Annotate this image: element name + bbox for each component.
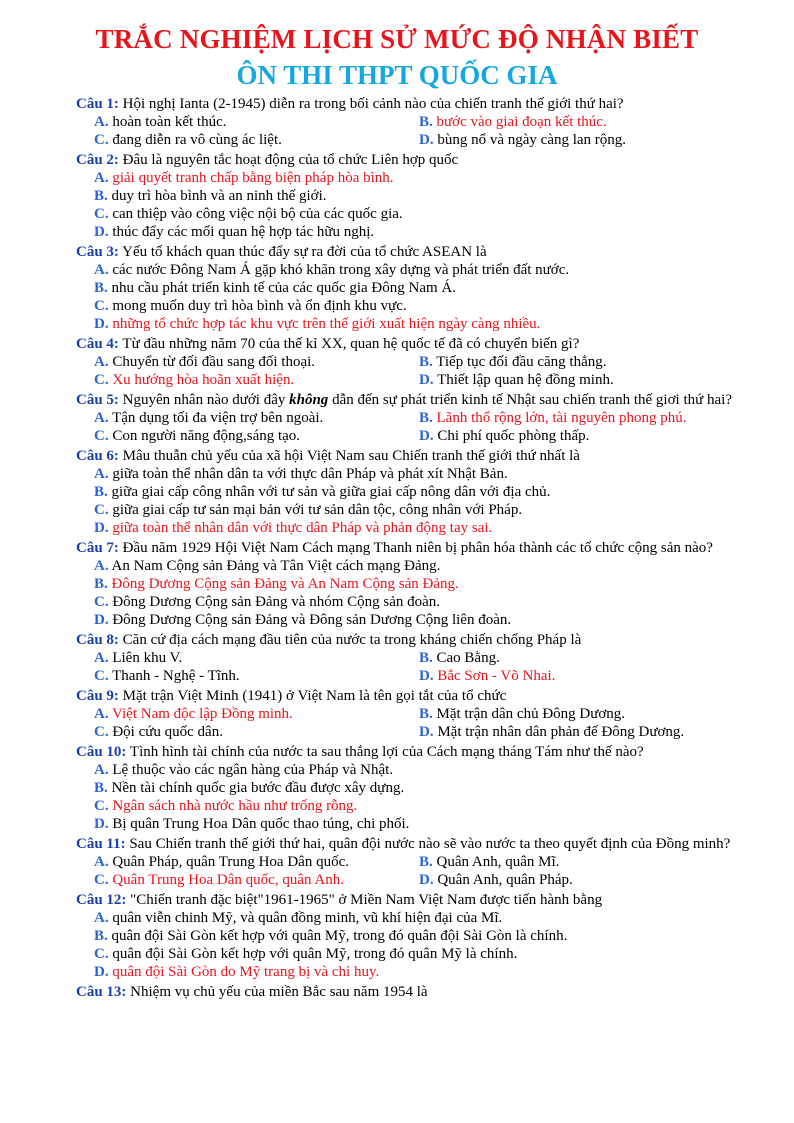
answer-option [94,909,756,927]
option-text: Việt Nam độc lập Đồng minh. [108,706,293,722]
option-letter: A. [94,854,109,870]
option-text: Thiết lập quan hệ đồng minh. [433,372,614,388]
question-text: Yếu tố khách quan thúc đẩy sự ra đời của tổ chức ASEAN là [118,244,487,260]
answer-option [419,723,756,741]
question-text: dẫn đến sự phát triển kinh tế Nhật sau chiến tranh thế giơi thứ hai? [328,392,732,408]
option-text: Nền tài chính quốc gia bước đầu được xây dựng. [107,780,405,796]
question-block [76,335,756,389]
option-text: Lệ thuộc vào các ngân hàng của Pháp và Nhật. [108,762,394,778]
option-text: thúc đẩy các mối quan hệ hợp tác hữu nghị. [108,224,375,240]
option-text: Mặt trận nhân dân phản đế Đông Dương. [433,724,685,740]
option-list [76,761,756,833]
option-list [76,261,756,333]
question-block [76,151,756,241]
option-row [94,667,756,685]
option-text: Đông Dương Cộng sản Đảng và An Nam Cộng sản Đảng. [107,576,459,592]
answer-option-correct [94,871,419,889]
question-text: Đâu là nguyên tắc hoạt động của tổ chức Liên hợp quốc [118,152,459,168]
option-text: quân đội Sài Gòn kết hợp với quân Mỹ, trong đó quân Mỹ là chính. [108,946,518,962]
option-letter: B. [94,576,108,592]
option-text: Tận dụng tối đa viện trợ bên ngoài. [108,410,324,426]
question-stem [76,151,756,169]
option-letter: A. [94,354,109,370]
option-letter: D. [419,668,434,684]
option-list [76,649,756,685]
answer-option [94,501,756,519]
option-text: Ngân sách nhà nước hầu như trống rỗng. [108,798,358,814]
option-text: Đội cứu quốc dân. [108,724,223,740]
option-letter: D. [419,872,434,888]
option-letter: A. [94,706,109,722]
option-row [94,113,756,131]
answer-option-correct [94,963,756,981]
option-letter: C. [94,872,109,888]
answer-option-correct [94,371,419,389]
option-letter: D. [94,612,109,628]
option-list [76,409,756,445]
answer-option [94,261,756,279]
option-letter: C. [94,798,109,814]
question-block [76,631,756,685]
question-stem [76,243,756,261]
option-text: Thanh - Nghệ - Tĩnh. [108,668,240,684]
question-text: "Chiến tranh đặc biệt"1961-1965" ở Miền Nam Việt Nam được tiến hành bằng [126,892,603,908]
question-text: Tình hình tài chính của nước ta sau thắng lợi của Cách mạng tháng Tám như thế nào? [126,744,644,760]
question-number: Câu 7: [76,540,119,556]
question-text: Căn cứ địa cách mạng đầu tiên của nước ta trong kháng chiến chống Pháp là [118,632,582,648]
option-text: giải quyết tranh chấp bằng biện pháp hòa bình. [108,170,394,186]
answer-option [94,611,756,629]
option-text: giữa toàn thể nhân dân ta với thực dân Pháp và phát xít Nhật Bản. [108,466,508,482]
option-letter: B. [419,354,433,370]
option-text: Quân Anh, quân Pháp. [433,872,573,888]
answer-option [94,465,756,483]
option-text: duy trì hòa bình và an ninh thế giới. [107,188,327,204]
question-number: Câu 4: [76,336,119,352]
option-row [94,131,756,149]
question-stem [76,983,756,1001]
option-letter: A. [94,262,109,278]
option-text: bùng nổ và ngày càng lan rộng. [433,132,627,148]
question-block [76,835,756,889]
answer-option [94,779,756,797]
answer-option [94,483,756,501]
option-text: những tổ chức hợp tác khu vực trên thế giới xuất hiện ngày càng nhiều. [108,316,541,332]
option-text: đang diễn ra vô cùng ác liệt. [108,132,282,148]
option-letter: A. [94,410,109,426]
option-row [94,353,756,371]
answer-option [94,557,756,575]
question-stem [76,891,756,909]
answer-option [94,761,756,779]
option-letter: B. [94,780,108,796]
question-number: Câu 5: [76,392,119,408]
answer-option [94,927,756,945]
option-letter: C. [94,724,109,740]
question-text: Mâu thuẫn chủ yếu của xã hội Việt Nam sau Chiến tranh thế giới thứ nhất là [118,448,580,464]
answer-option [419,427,756,445]
question-text: Mặt trận Việt Minh (1941) ở Việt Nam là tên gọi tắt của tổ chức [118,688,507,704]
option-text: nhu cầu phát triển kinh tế của các quốc gia Đông Nam Á. [107,280,456,296]
option-text: Con người năng động,sáng tạo. [108,428,301,444]
answer-option [94,723,419,741]
option-row [94,371,756,389]
option-letter: C. [94,372,109,388]
option-letter: B. [94,280,108,296]
option-text: Chuyển từ đối đầu sang đối thoại. [108,354,316,370]
answer-option-correct [419,667,756,685]
option-letter: A. [94,170,109,186]
option-letter: C. [94,594,109,610]
answer-option [94,427,419,445]
option-text: mong muốn duy trì hòa bình và ổn định khu vực. [108,298,407,314]
option-letter: D. [94,964,109,980]
option-letter: A. [94,650,109,666]
option-list [76,853,756,889]
option-text: Tiếp tục đối đầu căng thẳng. [432,354,607,370]
option-letter: C. [94,946,109,962]
option-letter: D. [94,520,109,536]
option-text: can thiệp vào công việc nội bộ của các quốc gia. [108,206,403,222]
option-text: giữa giai cấp tư sản mại bản với tư sản dân tộc, công nhân với Pháp. [108,502,523,518]
option-row [94,427,756,445]
option-text: Xu hướng hòa hoãn xuất hiện. [108,372,295,388]
answer-option [94,113,419,131]
option-letter: B. [94,484,108,500]
option-letter: A. [94,558,109,574]
answer-option-correct [94,519,756,537]
option-row [94,649,756,667]
option-text: quân viễn chinh Mỹ, và quân đồng minh, vũ khí hiện đại của Mĩ. [108,910,503,926]
question-block [76,983,756,1001]
option-letter: D. [94,224,109,240]
answer-option [94,279,756,297]
question-number: Câu 8: [76,632,119,648]
option-row [94,409,756,427]
option-text: các nước Đông Nam Á gặp khó khăn trong xây dựng và phát triển đất nước. [108,262,570,278]
answer-option-correct [94,315,756,333]
answer-option [419,353,756,371]
answer-option-correct [419,409,756,427]
answer-option-correct [419,113,756,131]
option-letter: A. [94,910,109,926]
answer-option [94,409,419,427]
option-text: Bị quân Trung Hoa Dân quốc thao túng, chi phối. [108,816,410,832]
option-text: Mặt trận dân chủ Đông Dương. [432,706,626,722]
question-number: Câu 13: [76,984,127,1000]
option-letter: B. [419,706,433,722]
question-block [76,539,756,629]
option-letter: A. [94,114,109,130]
question-text: Hội nghị Ianta (2-1945) diễn ra trong bối cảnh nào của chiến tranh thế giới thứ hai? [118,96,624,112]
question-block [76,243,756,333]
option-text: Đông Dương Cộng sản Đảng và nhóm Cộng sản đoàn. [108,594,441,610]
answer-option [419,371,756,389]
option-letter: D. [94,316,109,332]
answer-option [94,205,756,223]
answer-option [94,131,419,149]
option-letter: B. [94,188,108,204]
question-stem [76,835,756,853]
answer-option-correct [94,575,756,593]
option-letter: A. [94,466,109,482]
question-block [76,891,756,981]
option-letter: C. [94,428,109,444]
question-number: Câu 2: [76,152,119,168]
option-list [76,353,756,389]
page-title: TRẮC NGHIỆM LỊCH SỬ MỨC ĐỘ NHẬN BIẾT [95,24,699,54]
option-text: Lãnh thổ rộng lớn, tài nguyên phong phú. [432,410,687,426]
option-letter: C. [94,298,109,314]
option-text: bước vào giai đoạn kết thúc. [432,114,607,130]
option-list [76,465,756,537]
question-block [76,447,756,537]
option-list [76,169,756,241]
answer-option [94,945,756,963]
option-letter: B. [419,854,433,870]
option-text: Quân Pháp, quân Trung Hoa Dân quốc. [108,854,349,870]
question-stem [76,391,756,409]
option-letter: D. [419,428,434,444]
option-text: hoàn toàn kết thúc. [108,114,227,130]
option-letter: C. [94,502,109,518]
option-letter: B. [419,114,433,130]
question-list [76,95,756,1003]
answer-option [419,131,756,149]
option-text: Chi phí quốc phòng thấp. [433,428,590,444]
question-number: Câu 11: [76,836,126,852]
option-text: Quân Trung Hoa Dân quốc, quân Anh. [108,872,344,888]
option-list [76,557,756,629]
answer-option [419,705,756,723]
answer-option [94,649,419,667]
option-text: giữa toàn thể nhân dân với thực dân Pháp và phản động tay sai. [108,520,493,536]
answer-option [419,871,756,889]
option-row [94,705,756,723]
answer-option [94,223,756,241]
option-text: giữa giai cấp công nhân với tư sản và giữa giai cấp nông dân với địa chủ. [107,484,551,500]
option-text: Đông Dương Cộng sản Đảng và Đông sản Dương Cộng liên đoàn. [108,612,512,628]
option-text: Cao Bằng. [432,650,500,666]
option-letter: D. [419,372,434,388]
question-emphasis: không [289,392,329,408]
option-list [76,705,756,741]
answer-option [94,353,419,371]
option-text: Liên khu V. [108,650,183,666]
option-list [76,909,756,981]
option-text: Bắc Sơn - Võ Nhai. [433,668,556,684]
question-stem [76,447,756,465]
question-number: Câu 3: [76,244,119,260]
answer-option-correct [94,797,756,815]
answer-option [94,667,419,685]
option-letter: C. [94,132,109,148]
question-block [76,95,756,149]
question-stem [76,631,756,649]
answer-option [94,297,756,315]
question-stem [76,687,756,705]
question-number: Câu 12: [76,892,127,908]
question-stem [76,95,756,113]
option-text: Quân Anh, quân Mĩ. [432,854,560,870]
question-number: Câu 6: [76,448,119,464]
option-text: quân đội Sài Gòn kết hợp với quân Mỹ, trong đó quân đội Sài Gòn là chính. [107,928,568,944]
answer-option [94,815,756,833]
question-stem [76,743,756,761]
answer-option-correct [94,705,419,723]
question-number: Câu 10: [76,744,127,760]
answer-option [94,593,756,611]
option-letter: B. [419,650,433,666]
option-letter: B. [419,410,433,426]
question-stem [76,335,756,353]
question-text: Từ đầu những năm 70 của thế kỉ XX, quan hệ quốc tế đã có chuyển biến gì? [118,336,580,352]
option-text: An Nam Cộng sản Đảng và Tân Việt cách mạng Đảng. [108,558,441,574]
question-spacer [76,1001,756,1003]
question-number: Câu 1: [76,96,119,112]
option-list [76,113,756,149]
option-letter: D. [94,816,109,832]
question-block [76,391,756,445]
page-subtitle: ÔN THI THPT QUỐC GIA [236,60,558,90]
question-stem [76,539,756,557]
answer-option [94,853,419,871]
answer-option [94,187,756,205]
answer-option [419,649,756,667]
option-row [94,723,756,741]
question-text: Sau Chiến tranh thế giới thứ hai, quân đội nước nào sẽ vào nước ta theo quyết định của Đồng minh? [125,836,731,852]
option-row [94,871,756,889]
answer-option-correct [94,169,756,187]
option-letter: C. [94,206,109,222]
question-number: Câu 9: [76,688,119,704]
question-block [76,687,756,741]
option-letter: A. [94,762,109,778]
option-row [94,853,756,871]
question-text: Nguyên nhân nào dưới đây [118,392,290,408]
question-block [76,743,756,833]
option-letter: C. [94,668,109,684]
option-letter: D. [419,132,434,148]
option-letter: B. [94,928,108,944]
question-text: Đầu năm 1929 Hội Việt Nam Cách mạng Thanh niên bị phân hóa thành các tổ chức cộng sản nào? [118,540,713,556]
answer-option [419,853,756,871]
question-text: Nhiệm vụ chủ yếu của miền Bắc sau năm 1954 là [126,984,428,1000]
option-text: quân đội Sài Gòn do Mỹ trang bị và chỉ huy. [108,964,380,980]
option-letter: D. [419,724,434,740]
